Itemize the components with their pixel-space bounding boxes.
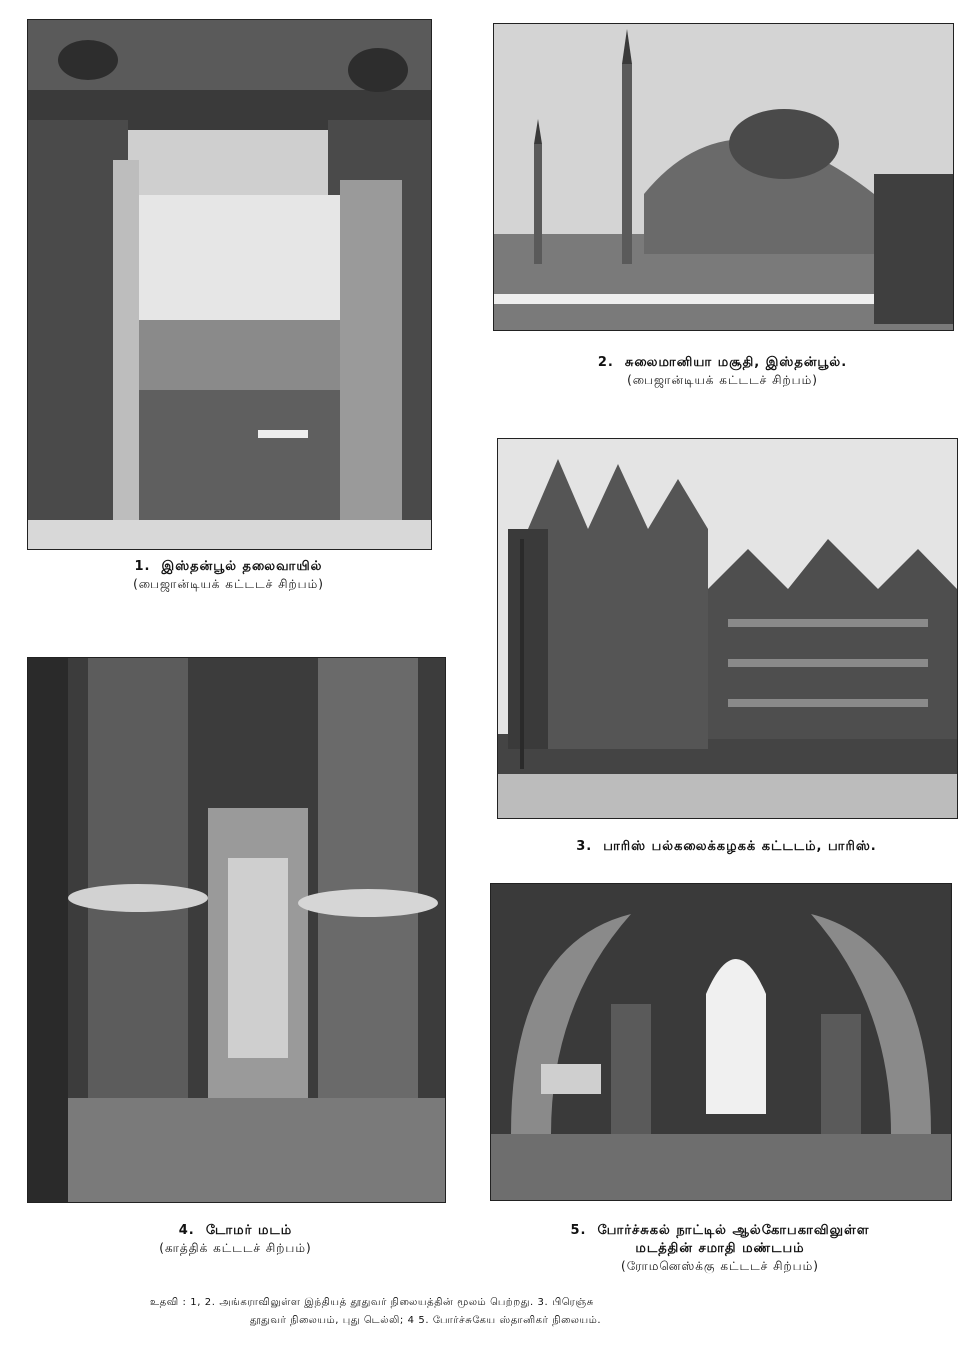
figure-title: இஸ்தன்பூல் தலைவாயில்: [161, 559, 323, 574]
figure-1-caption: [27, 558, 430, 593]
figure-title: சுலைமானியா மசூதி, இஸ்தன்பூல்.: [624, 355, 848, 370]
figure-subtitle: (பைஜான்டியக் கட்டடச் சிற்பம்): [627, 373, 818, 387]
photo-alcobaca-chapter-house: [490, 883, 952, 1201]
figure-3-caption: [497, 838, 956, 856]
figure-5-caption: [480, 1222, 960, 1275]
photo-suleymaniye-mosque: [493, 23, 954, 331]
figure-title: டோமர் மடம்: [205, 1223, 293, 1238]
figure-subtitle: (ரோமனெஸ்க்கு கட்டடச் சிற்பம்): [621, 1259, 819, 1273]
figure-number: 1.: [134, 559, 151, 574]
credit-line-2: தூதுவர் நிலையம், புது டெல்லி; 4 5. போர்ச்சுகேய ஸ்தானிகர் நிலையம்.: [250, 1315, 602, 1326]
figure-subtitle: (பைஜான்டியக் கட்டடச் சிற்பம்): [133, 577, 324, 591]
credit-line-1: உதவி : 1, 2. அங்கராவிலுள்ள இந்தியத் தூதுவர் நிலையத்தின் மூலம் பெற்றது. 3. பிரெஞ்சு: [150, 1297, 594, 1308]
figure-2-caption: [493, 354, 952, 389]
figure-title-line2: மடத்தின் சமாதி மண்டபம்: [635, 1241, 805, 1256]
figure-number: 3.: [576, 839, 593, 854]
figure-number: 5.: [570, 1223, 587, 1238]
photo-paris-university: [497, 438, 958, 819]
figure-4-caption: [27, 1222, 444, 1257]
figure-title: பாரிஸ் பல்கலைக்கழகக் கட்டடம், பாரிஸ்.: [603, 839, 877, 854]
figure-title: போர்ச்சுகல் நாட்டில் ஆல்கோபகாவிலுள்ள: [597, 1223, 870, 1238]
figure-subtitle: (காத்திக் கட்டடச் சிற்பம்): [159, 1241, 312, 1255]
photo-tomar-convent: [27, 657, 446, 1203]
photo-credits: [150, 1294, 850, 1330]
photo-istanbul-gate: [27, 19, 432, 550]
figure-number: 2.: [597, 355, 614, 370]
figure-number: 4.: [178, 1223, 195, 1238]
